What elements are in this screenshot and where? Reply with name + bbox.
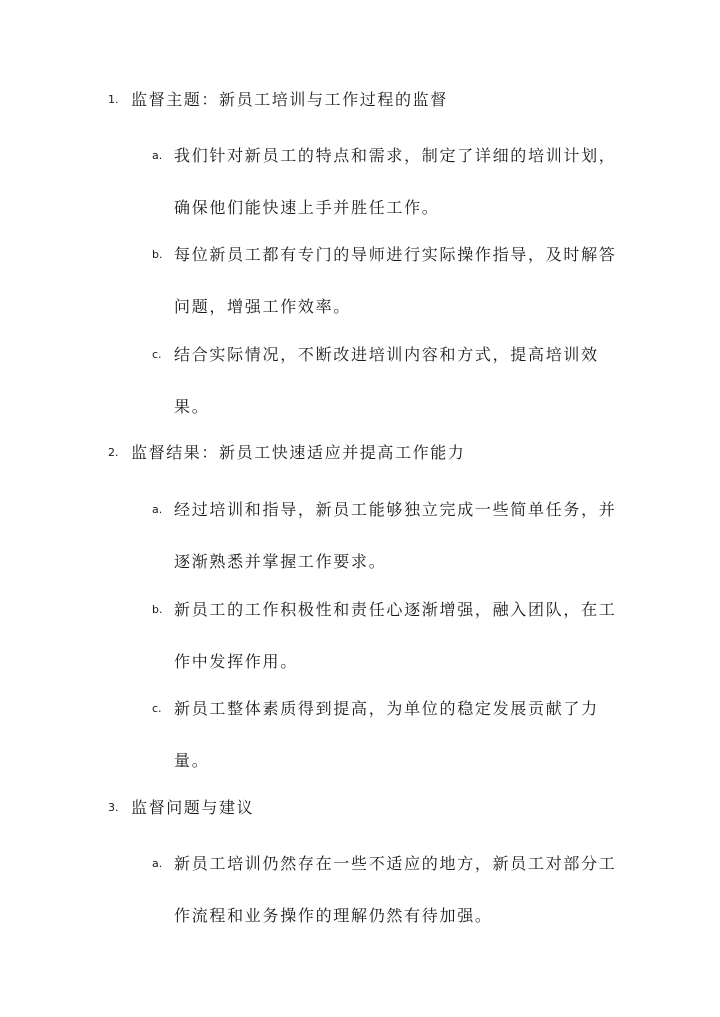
item-text: 每位新员工都有专门的导师进行实际操作指导，及时解答问题，增强工作效率。: [174, 245, 617, 316]
section-title: 监督问题与建议: [131, 798, 255, 817]
item-text: 经过培训和指导，新员工能够独立完成一些简单任务，并逐渐熟悉并掌握工作要求。: [174, 500, 617, 571]
item-letter: c.: [152, 702, 162, 715]
item-text: 结合实际情况，不断改进培训内容和方式，提高培训效果。: [174, 345, 599, 416]
item-letter: a.: [152, 149, 163, 162]
item-letter: b.: [152, 603, 163, 616]
section-number: 1.: [108, 93, 119, 106]
item-letter: a.: [152, 857, 163, 870]
item-text: 我们针对新员工的特点和需求，制定了详细的培训计划，确保他们能快速上手并胜任工作。: [174, 146, 617, 217]
section-title: 监督结果：新员工快速适应并提高工作能力: [131, 443, 466, 462]
item-letter: a.: [152, 503, 163, 516]
item-text: 新员工的工作积极性和责任心逐渐增强，融入团队，在工作中发挥作用。: [174, 600, 617, 671]
item-text: 新员工培训仍然存在一些不适应的地方，新员工对部分工作流程和业务操作的理解仍然有待加强。: [174, 854, 617, 925]
item-text: 新员工整体素质得到提高，为单位的稳定发展贡献了力量。: [174, 699, 599, 770]
item-letter: b.: [152, 248, 163, 261]
item-letter: c.: [152, 348, 162, 361]
section-number: 2.: [108, 446, 119, 459]
section-title: 监督主题：新员工培训与工作过程的监督: [131, 90, 448, 109]
section-number: 3.: [108, 801, 119, 814]
